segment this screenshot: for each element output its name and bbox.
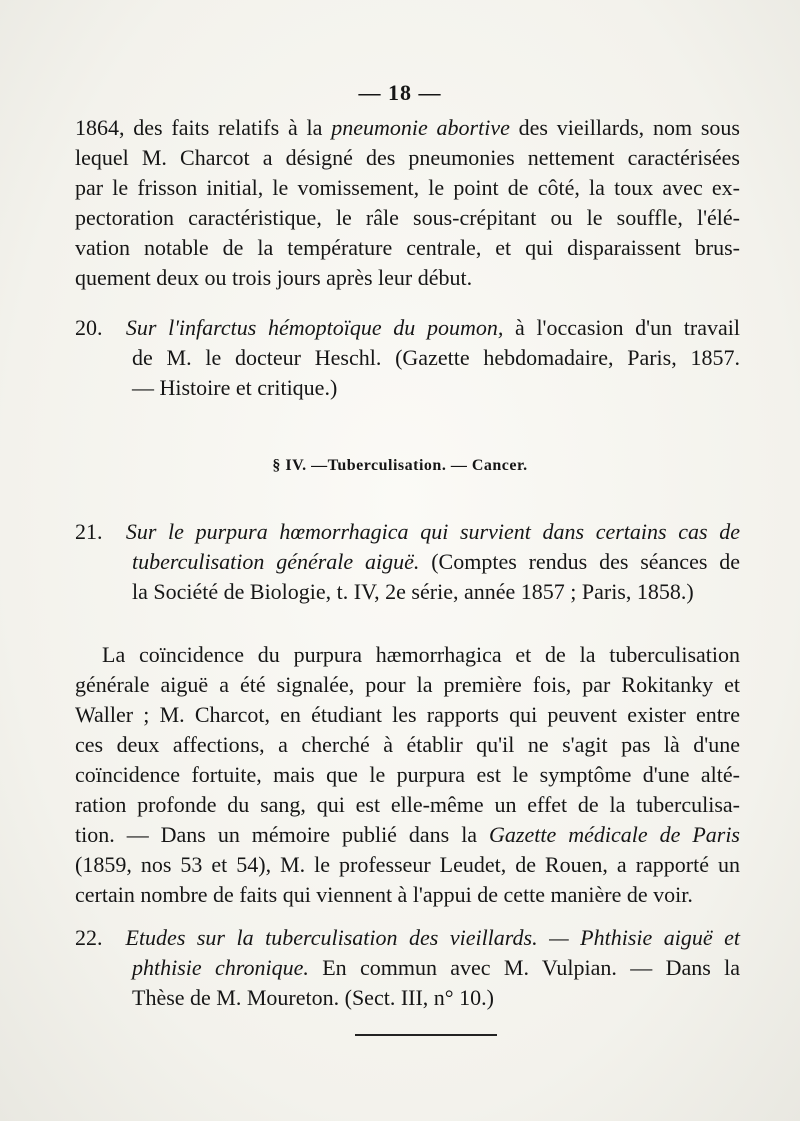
entry-22-line-2: phthisie chronique. En commun avec M. Vulpian. — Dans la: [132, 955, 740, 980]
entry-22-line-3: Thèse de M. Moureton. (Sect. III, n° 10.): [132, 985, 494, 1010]
body-paragraph: [75, 640, 740, 910]
intro-line-3: par le frisson initial, le vomissement, le point de côté, la toux avec ex-: [75, 175, 740, 200]
entry-22-line-1: 22. Etudes sur la tuberculisation des vieillards. — Phthisie aiguë et: [75, 925, 740, 950]
intro-line-4: pectoration caractéristique, le râle sous-crépitant ou le souffle, l'élé-: [75, 205, 740, 230]
entry-22: [75, 923, 740, 953]
intro-line-5: vation notable de la température centrale, et qui disparaissent brus-: [75, 235, 740, 260]
entry-20: [75, 313, 740, 343]
entry-21-line-3: la Société de Biologie, t. IV, 2e série, année 1857 ; Paris, 1858.): [132, 579, 694, 604]
entry-20-line-2: de M. le docteur Heschl. (Gazette hebdomadaire, Paris, 1857.: [132, 345, 740, 370]
entry-21-number: 21.: [75, 519, 103, 544]
intro-line-6: quement deux ou trois jours après leur début.: [75, 265, 473, 290]
body-line-2: générale aiguë a été signalée, pour la première fois, par Rokitanky et: [75, 672, 740, 697]
body-line-6: ration profonde du sang, qui est elle-même un effet de la tuberculisa-: [75, 792, 740, 817]
body-line-7: tion. — Dans un mémoire publié dans la Gazette médicale de Paris: [75, 822, 740, 847]
body-line-5: coïncidence fortuite, mais que le purpura est le symptôme d'une alté-: [75, 762, 740, 787]
entry-21-line-1: 21. Sur le purpura hœmorrhagica qui survient dans certains cas de: [75, 519, 741, 544]
entry-20-continuation: [132, 343, 740, 403]
body-line-3: Waller ; M. Charcot, en étudiant les rapports qui peuvent exister entre: [75, 702, 740, 727]
entry-21: [75, 517, 740, 547]
entry-20-number: 20.: [75, 315, 103, 340]
entry-22-number: 22.: [75, 925, 103, 950]
entry-21-line-2: tuberculisation générale aiguë. (Comptes rendus des séances de: [132, 549, 740, 574]
intro-line-2: lequel M. Charcot a désigné des pneumonies nettement caractérisées: [75, 145, 740, 170]
entry-22-continuation: [132, 953, 740, 1013]
section-heading: § IV. —Tuberculisation. — Cancer.: [272, 457, 528, 474]
body-line-1: La coïncidence du purpura hæmorrhagica et de la tuberculisation: [102, 642, 740, 667]
body-line-9: certain nombre de faits qui viennent à l'appui de cette manière de voir.: [75, 882, 693, 907]
entry-20-line-3: — Histoire et critique.): [132, 375, 338, 400]
intro-paragraph: [75, 113, 740, 293]
body-line-8: (1859, nos 53 et 54), M. le professeur Leudet, de Rouen, a rapporté un: [75, 852, 740, 877]
entry-20-line-1: 20. Sur l'infarctus hémoptoïque du poumon, à l'occasion d'un travail: [75, 315, 740, 340]
page-number: — 18 —: [358, 80, 442, 105]
intro-line-1: 1864, des faits relatifs à la pneumonie abortive des vieillards, nom sous: [75, 115, 740, 140]
body-line-4: ces deux affections, a cherché à établir qu'il ne s'agit pas là d'une: [75, 732, 740, 757]
entry-21-continuation: [132, 547, 740, 607]
closing-rule: [355, 1034, 497, 1036]
